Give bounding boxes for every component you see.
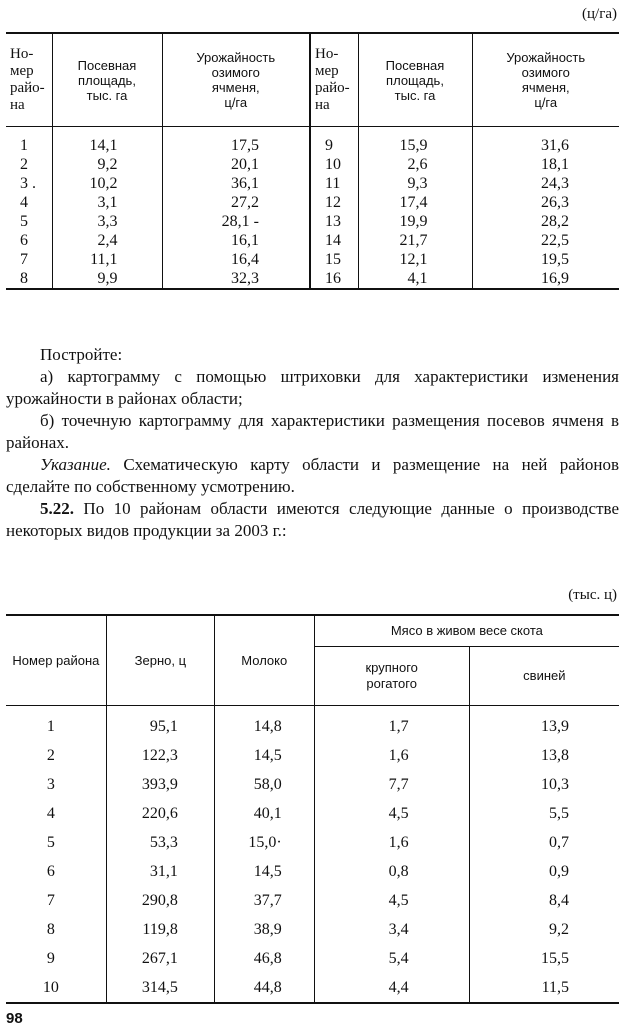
cattle-meat-cell: 0,8 (314, 857, 469, 886)
table1-header-row (6, 33, 619, 127)
table-row (6, 193, 619, 212)
sown-area-cell: 9,3 (358, 174, 472, 193)
yield-cell: 17,5 (162, 127, 310, 156)
pig-meat-cell: 8,4 (469, 886, 619, 915)
header-barley-yield: Урожайность озимого ячменя, ц/га (472, 33, 619, 127)
header-barley-yield: Урожайность озимого ячменя, ц/га (162, 33, 310, 127)
district-cell: 16 (310, 269, 358, 289)
table2-body (6, 706, 619, 1004)
table-row (6, 269, 619, 289)
header-meat: Мясо в живом весе скота (314, 615, 619, 647)
district-cell: 15 (310, 250, 358, 269)
district-cell: 5 (46, 834, 55, 851)
sown-area-cell: 4,1 (358, 269, 472, 289)
cattle-meat-cell: 4,4 (314, 973, 469, 1003)
pig-meat-cell: 10,3 (469, 770, 619, 799)
district-cell: 2 (20, 156, 28, 173)
pig-meat-cell: 9,2 (469, 915, 619, 944)
pig-meat-cell: 13,9 (469, 706, 619, 742)
table1-unit: (ц/га) (582, 6, 617, 22)
cattle-meat-cell: 3,4 (314, 915, 469, 944)
grain-cell: 53,3 (106, 828, 214, 857)
milk-cell: 58,0 (214, 770, 314, 799)
sown-area-cell: 11,1 (52, 250, 162, 269)
yield-cell: 24,3 (472, 174, 619, 193)
milk-cell: 15,0· (214, 828, 314, 857)
table-row (6, 212, 619, 231)
sown-area-cell: 10,2 (52, 174, 162, 193)
table-row (6, 944, 619, 973)
paragraph (6, 454, 619, 498)
grain-cell: 95,1 (106, 706, 214, 742)
district-cell: 14 (310, 231, 358, 250)
district-cell: 6 (20, 232, 28, 249)
sown-area-cell: 2,4 (52, 231, 162, 250)
header-cattle: крупного рогатого (314, 647, 469, 706)
cattle-meat-cell: 1,7 (314, 706, 469, 742)
district-cell: 9 (46, 950, 55, 967)
table-row (6, 231, 619, 250)
yield-cell: 18,1 (472, 155, 619, 174)
milk-cell: 38,9 (214, 915, 314, 944)
cattle-meat-cell: 4,5 (314, 886, 469, 915)
milk-cell: 44,8 (214, 973, 314, 1003)
yield-cell: 16,1 (162, 231, 310, 250)
district-cell: 12 (310, 193, 358, 212)
task-text-body: По 10 районам области имеются следующие данные о производстве некоторых видов продукции за 2003 г.: (6, 499, 619, 540)
grain-cell: 122,3 (106, 741, 214, 770)
sown-area-cell: 17,4 (358, 193, 472, 212)
yield-cell: 36,1 (162, 174, 310, 193)
yield-cell: 22,5 (472, 231, 619, 250)
pig-meat-cell: 13,8 (469, 741, 619, 770)
district-cell: 4 (46, 805, 55, 822)
district-cell: 6 (46, 863, 55, 880)
sown-area-cell: 14,1 (52, 127, 162, 156)
table-row (6, 973, 619, 1003)
sown-area-cell: 9,9 (52, 269, 162, 289)
district-cell: 3 (46, 776, 55, 793)
district-cell: 2 (46, 747, 55, 764)
grain-cell: 31,1 (106, 857, 214, 886)
task-text (6, 344, 619, 542)
paragraph: Постройте: (40, 345, 123, 364)
table-row (6, 799, 619, 828)
district-cell: 7 (20, 251, 28, 268)
sown-area-cell: 19,9 (358, 212, 472, 231)
grain-cell: 314,5 (106, 973, 214, 1003)
table-row (6, 770, 619, 799)
pig-meat-cell: 11,5 (469, 973, 619, 1003)
yield-cell: 26,3 (472, 193, 619, 212)
district-cell: 3 . (20, 175, 36, 192)
milk-cell: 40,1 (214, 799, 314, 828)
pig-meat-cell: 5,5 (469, 799, 619, 828)
header-district-number: Но- мер райо- на (6, 33, 52, 127)
table-row (6, 886, 619, 915)
district-cell: 13 (310, 212, 358, 231)
district-cell: 5 (20, 213, 28, 230)
district-cell: 8 (46, 921, 55, 938)
sown-area-cell: 21,7 (358, 231, 472, 250)
pig-meat-cell: 15,5 (469, 944, 619, 973)
milk-cell: 14,5 (214, 741, 314, 770)
milk-cell: 46,8 (214, 944, 314, 973)
cattle-meat-cell: 4,5 (314, 799, 469, 828)
sown-area-cell: 3,3 (52, 212, 162, 231)
grain-cell: 267,1 (106, 944, 214, 973)
table1-body (6, 127, 619, 290)
district-cell: 1 (20, 137, 28, 154)
cattle-meat-cell: 1,6 (314, 828, 469, 857)
sown-area-cell: 2,6 (358, 155, 472, 174)
table-row (6, 155, 619, 174)
paragraph: б) точечную картограмму для характеристики размещения посевов ячменя в районах. (6, 411, 619, 452)
hint-label: Указание. (40, 455, 111, 474)
yield-cell: 28,1 - (162, 212, 310, 231)
header-milk: Молоко (214, 615, 314, 706)
grain-cell: 220,6 (106, 799, 214, 828)
yield-cell: 19,5 (472, 250, 619, 269)
header-district: Номер района (6, 615, 106, 706)
table-row (6, 706, 619, 742)
table-row (6, 915, 619, 944)
hint-text: Схематическую карту области и размещение на ней районов сделайте по собственному усмотрению. (6, 455, 619, 496)
district-cell: 10 (42, 979, 59, 996)
header-grain: Зерно, ц (106, 615, 214, 706)
table2-header-row (6, 615, 619, 647)
pig-meat-cell: 0,9 (469, 857, 619, 886)
sown-area-cell: 15,9 (358, 127, 472, 156)
district-cell: 9 (310, 127, 358, 156)
pig-meat-cell: 0,7 (469, 828, 619, 857)
district-cell: 1 (46, 718, 55, 735)
district-cell: 11 (310, 174, 358, 193)
district-cell: 7 (46, 892, 55, 909)
sown-area-cell: 9,2 (52, 155, 162, 174)
yield-cell: 32,3 (162, 269, 310, 289)
table-row (6, 250, 619, 269)
header-sown-area: Посевная площадь, тыс. га (358, 33, 472, 127)
header-sown-area: Посевная площадь, тыс. га (52, 33, 162, 127)
table2-unit: (тыс. ц) (568, 587, 617, 603)
task-number: 5.22. (40, 499, 74, 518)
page-number: 98 (6, 1010, 23, 1027)
district-cell: 4 (20, 194, 28, 211)
district-cell: 10 (310, 155, 358, 174)
table-row (6, 174, 619, 193)
milk-cell: 37,7 (214, 886, 314, 915)
yield-table (6, 32, 619, 290)
table-row (6, 741, 619, 770)
grain-cell: 119,8 (106, 915, 214, 944)
yield-cell: 27,2 (162, 193, 310, 212)
cattle-meat-cell: 1,6 (314, 741, 469, 770)
grain-cell: 290,8 (106, 886, 214, 915)
table-row (6, 127, 619, 156)
production-table (6, 614, 619, 1004)
table-row (6, 857, 619, 886)
grain-cell: 393,9 (106, 770, 214, 799)
sown-area-cell: 3,1 (52, 193, 162, 212)
yield-cell: 16,9 (472, 269, 619, 289)
district-cell: 8 (20, 270, 28, 287)
table-row (6, 828, 619, 857)
yield-cell: 31,6 (472, 127, 619, 156)
header-district-number: Но- мер райо- на (310, 33, 358, 127)
milk-cell: 14,8 (214, 706, 314, 742)
paragraph: а) картограмму с помощью штриховки для характеристики изменения урожайности в районах области; (6, 367, 619, 408)
yield-cell: 28,2 (472, 212, 619, 231)
milk-cell: 14,5 (214, 857, 314, 886)
yield-cell: 16,4 (162, 250, 310, 269)
yield-cell: 20,1 (162, 155, 310, 174)
cattle-meat-cell: 5,4 (314, 944, 469, 973)
cattle-meat-cell: 7,7 (314, 770, 469, 799)
paragraph (6, 498, 619, 542)
header-pigs: свиней (469, 647, 619, 706)
sown-area-cell: 12,1 (358, 250, 472, 269)
